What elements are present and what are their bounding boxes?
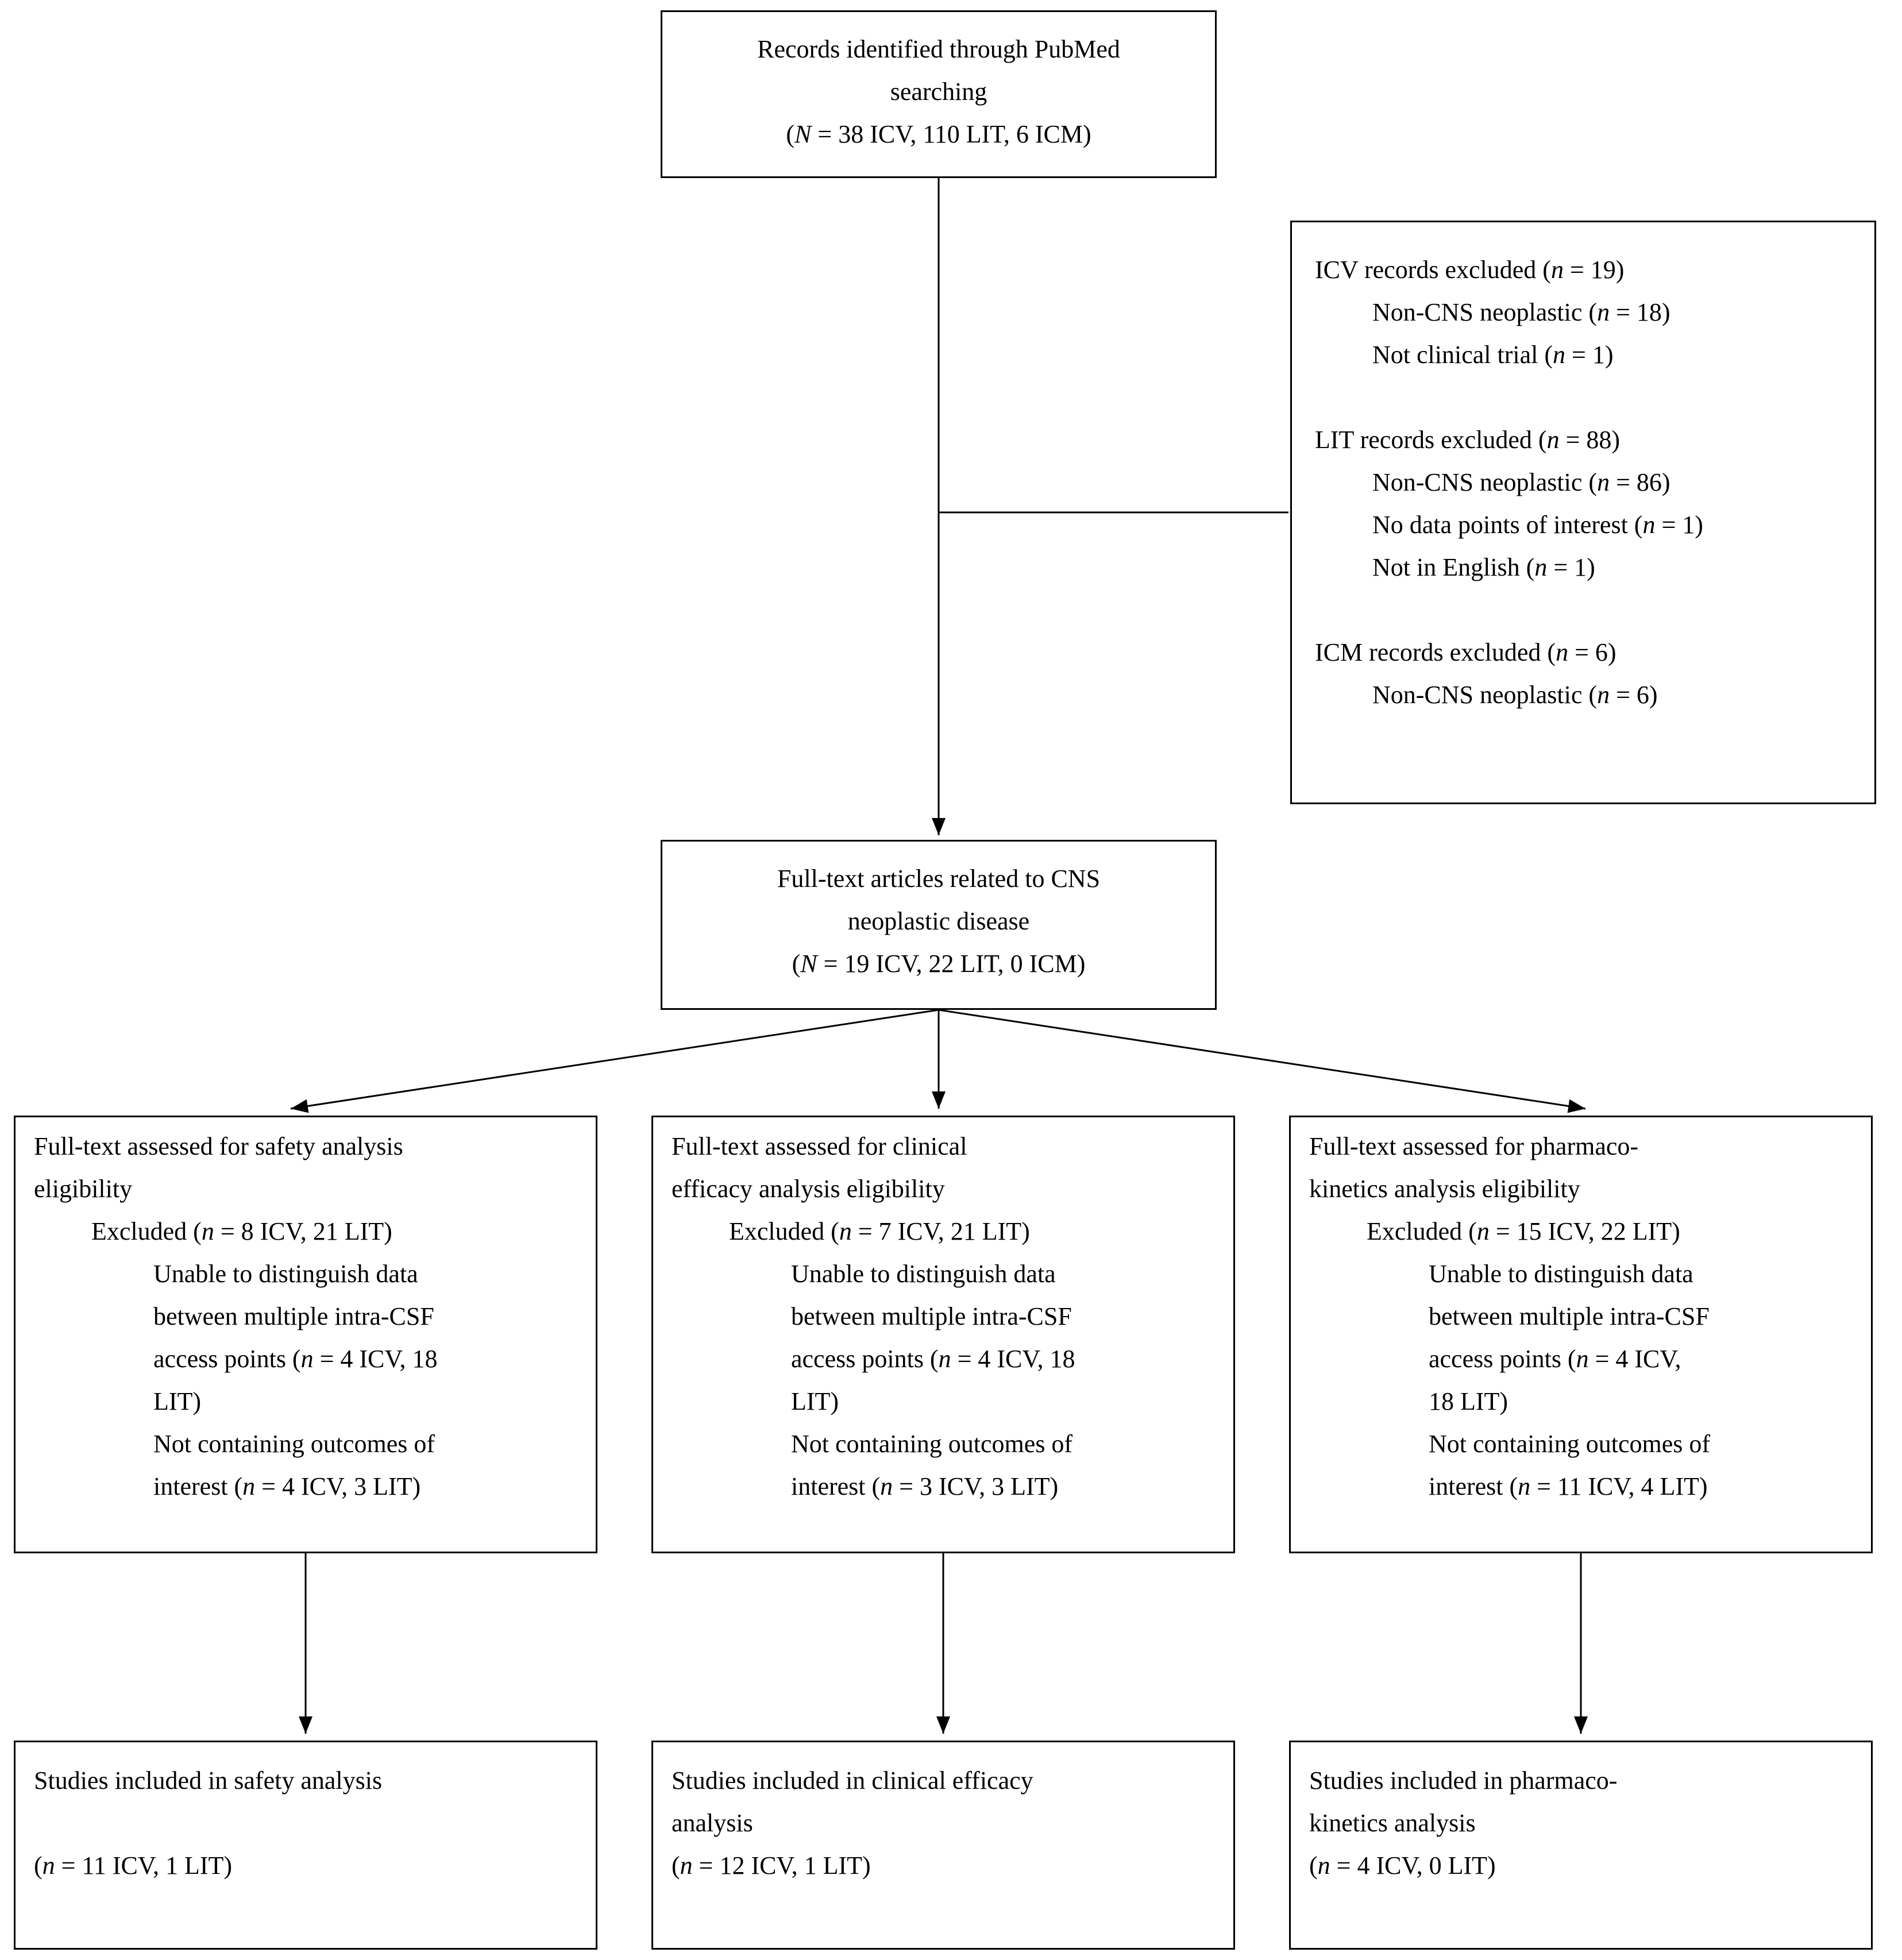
records-identified-box	[661, 10, 1217, 178]
text-line: LIT)	[153, 1387, 202, 1415]
text-line: access points (n = 4 ICV, 18	[153, 1345, 438, 1373]
text-line: searching	[890, 78, 987, 106]
text-line: kinetics analysis	[1309, 1809, 1476, 1837]
text-line: access points (n = 4 ICV, 18	[791, 1345, 1075, 1373]
arrow-fulltext-to-safety	[291, 1010, 939, 1109]
text-line: eligibility	[34, 1175, 133, 1203]
text-line: kinetics analysis eligibility	[1309, 1175, 1580, 1203]
text-line: interest (n = 3 ICV, 3 LIT)	[791, 1472, 1059, 1500]
text-line	[34, 1802, 587, 1845]
safety-included-box	[14, 1741, 597, 1950]
records-excluded-box	[1290, 221, 1876, 804]
text-line: (n = 4 ICV, 0 LIT)	[1309, 1851, 1496, 1880]
text-line: 18 LIT)	[1429, 1387, 1509, 1415]
text-line: analysis	[672, 1809, 753, 1837]
text-line: ICM records excluded (n = 6)	[1315, 638, 1616, 666]
text-line: Excluded (n = 8 ICV, 21 LIT)	[91, 1217, 392, 1245]
fulltext-cns-box	[661, 840, 1217, 1010]
pk-included-box	[1289, 1741, 1873, 1950]
text-line: (n = 12 ICV, 1 LIT)	[672, 1851, 871, 1880]
text-line: Excluded (n = 7 ICV, 21 LIT)	[729, 1217, 1030, 1245]
text-line: ICV records excluded (n = 19)	[1315, 256, 1625, 284]
text-line: Not clinical trial (n = 1)	[1372, 341, 1614, 369]
text-line: Full-text assessed for clinical	[672, 1132, 967, 1160]
text-line	[1315, 589, 1861, 631]
text-line: between multiple intra-CSF	[1429, 1302, 1710, 1330]
text-line: Studies included in safety analysis	[34, 1766, 383, 1795]
text-line: Studies included in clinical efficacy	[672, 1766, 1033, 1795]
text-line: (N = 19 ICV, 22 LIT, 0 ICM)	[792, 950, 1086, 978]
efficacy-included-box	[651, 1741, 1235, 1950]
text-line: Full-text assessed for safety analysis	[34, 1132, 403, 1160]
text-line: Unable to distinguish data	[791, 1260, 1056, 1288]
text-line: LIT)	[791, 1387, 839, 1415]
text-line: Excluded (n = 15 ICV, 22 LIT)	[1367, 1217, 1680, 1245]
text-line: LIT records excluded (n = 88)	[1315, 426, 1621, 454]
text-line	[1315, 376, 1861, 419]
text-line: No data points of interest (n = 1)	[1372, 511, 1703, 539]
text-line: Records identified through PubMed	[757, 35, 1120, 63]
text-line: Unable to distinguish data	[153, 1260, 418, 1288]
efficacy-eligibility-box	[651, 1116, 1235, 1553]
text-line: Non-CNS neoplastic (n = 18)	[1372, 298, 1670, 326]
text-line: Full-text articles related to CNS	[777, 865, 1101, 893]
pk-eligibility-box	[1289, 1116, 1873, 1553]
text-line: (n = 11 ICV, 1 LIT)	[34, 1851, 232, 1880]
text-line: access points (n = 4 ICV,	[1429, 1345, 1681, 1373]
text-line: between multiple intra-CSF	[153, 1302, 434, 1330]
text-line: between multiple intra-CSF	[791, 1302, 1072, 1330]
safety-eligibility-box	[14, 1116, 597, 1553]
arrow-fulltext-to-pk	[939, 1010, 1585, 1109]
text-line: interest (n = 11 ICV, 4 LIT)	[1429, 1472, 1708, 1500]
text-line: Non-CNS neoplastic (n = 6)	[1372, 681, 1658, 709]
text-line: (N = 38 ICV, 110 LIT, 6 ICM)	[786, 120, 1091, 148]
text-line: Full-text assessed for pharmaco-	[1309, 1132, 1639, 1160]
text-line: Non-CNS neoplastic (n = 86)	[1372, 468, 1670, 496]
text-line: Studies included in pharmaco-	[1309, 1766, 1618, 1795]
text-line: neoplastic disease	[847, 907, 1030, 935]
text-line: interest (n = 4 ICV, 3 LIT)	[153, 1472, 421, 1500]
text-line: efficacy analysis eligibility	[672, 1175, 945, 1203]
text-line: Not in English (n = 1)	[1372, 553, 1595, 581]
text-line: Not containing outcomes of	[1429, 1430, 1711, 1458]
text-line: Not containing outcomes of	[153, 1430, 435, 1458]
text-line: Unable to distinguish data	[1429, 1260, 1693, 1288]
text-line: Not containing outcomes of	[791, 1430, 1073, 1458]
